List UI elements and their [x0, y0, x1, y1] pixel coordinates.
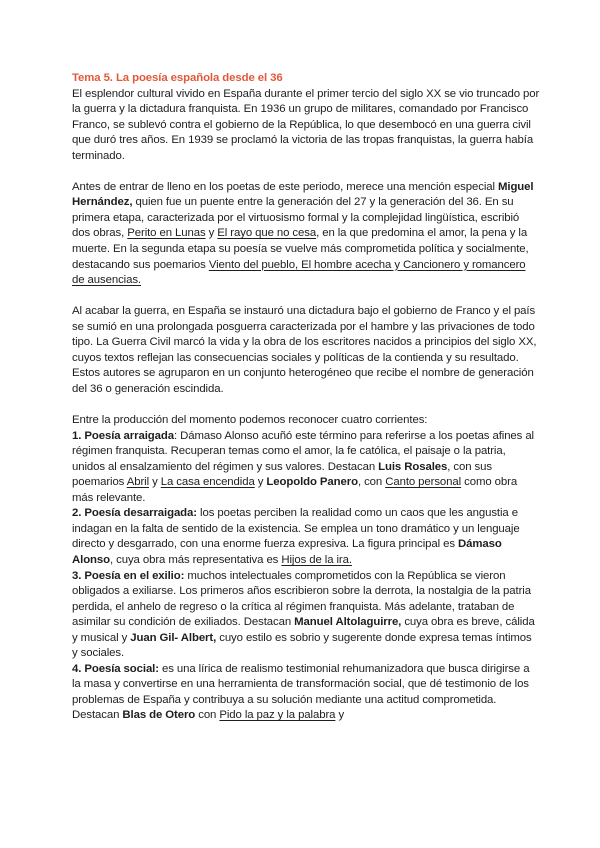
text-span: los poetas perciben la realidad como un caos que les angustia e indagan en la falta de sentido de la existencia. Se emplea un tono dramático y un lenguaje directo y desgarrado, con una enorme fuerza expresiva. La figura principal es — [72, 507, 520, 551]
paragraph-miguel-hernandez — [72, 180, 540, 289]
paragraph-posguerra: Al acabar la guerra, en España se instauró una dictadura bajo el gobierno de Franco y el país se sumió en una prolongada posguerra caracterizada por el hambre y las privaciones de todo tipo. La Guerra Civil marcó la vida y la obra de los escritores nacidos a principios del siglo XX, cuyos textos reflejan las consecuencias sociales y políticas de la contienda y su resultado. Estos autores se agruparon en un conjunto heterogéneo que recibe el nombre de generación del 36 o generación escindida. — [72, 305, 537, 395]
current-heading: 4. Poesía social: — [72, 662, 159, 675]
work-title: La casa encendida — [160, 476, 255, 489]
work-title: Viento del pueblo, El hombre acecha y Cancionero y romancero de ausencias. — [72, 258, 526, 287]
author-name: Manuel Altolaguirre, — [294, 616, 402, 629]
text-span: y — [205, 227, 218, 240]
paragraph-gap — [72, 164, 540, 180]
text-span: muchos intelectuales comprometidos con la República se vieron obligados a exiliarse. Los primeros años escribieron sobre la derrota, la nostalgia de la patria perdida, el anhelo de regreso o la crítica al régimen franquista. Más adelante, trataban de asimilar su condición de exiliados. Destacan — [72, 569, 531, 629]
text-span: , con sus poemarios — [72, 460, 492, 489]
current-heading: 1. Poesía arraigada — [72, 429, 174, 442]
text-span: Antes de entrar de lleno en los poetas de este periodo, merece una mención especial — [72, 180, 498, 193]
document-title: Tema 5. La poesía española desde el 36 — [72, 72, 283, 84]
text-span: con — [195, 709, 220, 722]
text-span: cuyo estilo es sobrio y sugerente donde expresa temas íntimos y sociales. — [72, 631, 532, 660]
text-span: es una lírica de realismo testimonial rehumanizadora que busca dirigirse a la masa y convertirse en una herramienta de transformación social, que dé testimonio de los problemas de España y contribuya a su solución mediante una actitud comprometida. Destacan — [72, 662, 530, 722]
paragraph-intro: El esplendor cultural vivido en España durante el primer tercio del siglo XX se vio truncado por la guerra y la dictadura franquista. En 1936 un grupo de militares, comandado por Francisco Franco, se sublevó contra el gobierno de la República, lo que desembocó en una guerra civil que duró tres años. En 1939 se proclamó la victoria de las tropas franquistas, la guerra había terminado. — [72, 87, 540, 162]
work-title: El rayo que no cesa — [217, 227, 317, 240]
paragraph-gap — [72, 289, 540, 305]
current-poesia-exilio — [72, 569, 540, 662]
paragraph-corrientes-intro: Entre la producción del momento podemos reconocer cuatro corrientes: — [72, 414, 428, 427]
current-heading: 3. Poesía en el exilio: — [72, 569, 185, 582]
author-name: Luis Rosales — [378, 460, 448, 473]
current-poesia-desarraigada — [72, 506, 540, 568]
paragraph-gap — [72, 397, 540, 413]
current-heading: 2. Poesía desarraigada: — [72, 507, 197, 520]
author-name: Dámaso Alonso — [72, 538, 502, 566]
text-span: , con — [357, 476, 386, 489]
text-span: como obra más relevante. — [72, 476, 518, 504]
text-span: , en la que predomina el amor, la pena y la muerte. En la segunda etapa su poesía se vuelve más comprometida política y socialmente, destacando sus poemarios — [72, 227, 529, 271]
text-span: y — [335, 709, 345, 722]
text-span: cuya obra es breve, cálida y musical y — [72, 616, 535, 644]
text-span: y — [149, 476, 161, 489]
author-name: Juan Gil- Albert, — [130, 631, 217, 644]
text-span: , cuya obra más representativa es — [110, 553, 282, 566]
current-poesia-social — [72, 662, 540, 724]
work-title: Hijos de la ira. — [281, 553, 352, 566]
work-title: Abril — [126, 476, 150, 489]
text-span: quien fue un puente entre la generación del 27 y la generación del 36. En su primera etapa, caracterizada por el virtuosismo formal y la complejidad lingüística, escribió dos obras, — [72, 196, 520, 240]
work-title: Canto personal — [385, 476, 462, 489]
author-name: Miguel Hernández, — [72, 180, 534, 209]
current-poesia-arraigada — [72, 429, 540, 507]
author-name: Leopoldo Panero — [266, 476, 358, 489]
work-title: Pido la paz y la palabra — [219, 709, 336, 722]
text-span: y — [254, 476, 267, 489]
text-span: : Dámaso Alonso acuñó este término para referirse a los poetas afines al régimen franquista. Recuperan temas como el amor, la fe católica, el paisaje o la patria, unidos al ensalzamiento del régimen y sus valores. Destacan — [72, 429, 534, 473]
work-title: Perito en Lunas — [127, 227, 206, 240]
author-name: Blas de Otero — [122, 709, 196, 722]
